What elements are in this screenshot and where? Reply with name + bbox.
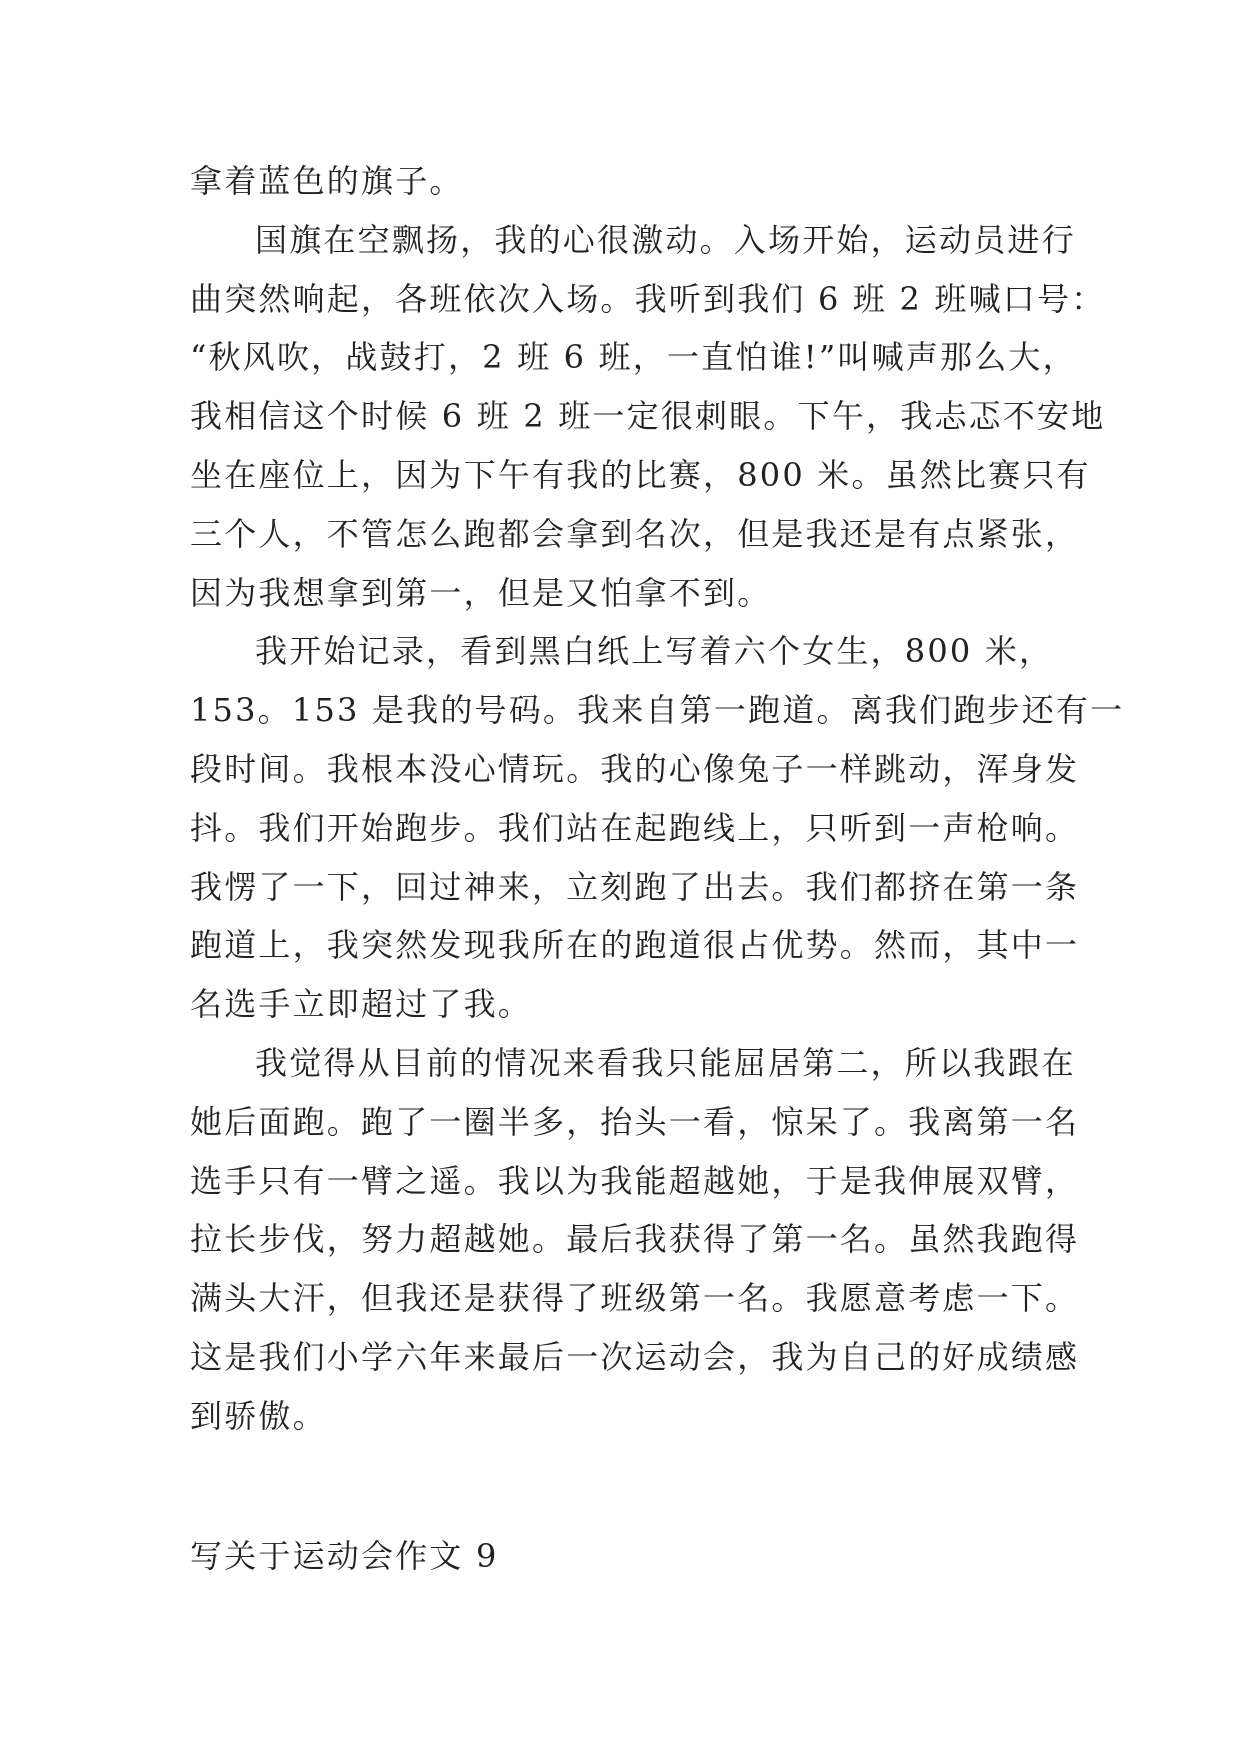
text-line: 因为我想拿到第一，但是又怕拿不到。: [190, 573, 772, 612]
section-heading: 写关于运动会作文 9: [190, 1537, 499, 1575]
text-line: 满头大汗，但我还是获得了班级第一名。我愿意考虑一下。: [190, 1279, 1080, 1318]
text-line: 到骄傲。: [190, 1396, 327, 1435]
document-body: [190, 152, 1125, 1446]
text-line: 拉长步伐，努力超越她。最后我获得了第一名。虽然我跑得: [190, 1220, 1080, 1259]
text-line: 三个人，不管怎么跑都会拿到名次，但是我还是有点紧张，: [190, 514, 1080, 553]
text-line: 国旗在空飘扬，我的心很激动。入场开始，运动员进行: [255, 220, 1076, 259]
text-line: 段时间。我根本没心情玩。我的心像兔子一样跳动，浑身发: [190, 749, 1080, 788]
text-line: 我开始记录，看到黑白纸上写着六个女生，800 米，: [255, 632, 1054, 671]
text-line: 153。153 是我的号码。我来自第一跑道。离我们跑步还有一: [190, 691, 1125, 730]
text-line: 我愣了一下，回过神来，立刻跑了出去。我们都挤在第一条: [190, 867, 1080, 906]
text-line: 坐在座位上，因为下午有我的比赛，800 米。虽然比赛只有: [190, 455, 1091, 494]
text-line: 她后面跑。跑了一圈半多，抬头一看，惊呆了。我离第一名: [190, 1102, 1080, 1141]
paragraph-4: [190, 1034, 1080, 1446]
text-line: 跑道上，我突然发现我所在的跑道很占优势。然而，其中一: [190, 926, 1080, 965]
text-line: 拿着蓝色的旗子。: [190, 162, 464, 200]
text-line: 曲突然响起，各班依次入场。我听到我们 6 班 2 班喊口号：: [190, 279, 1106, 318]
text-line: 抖。我们开始跑步。我们站在起跑线上，只听到一声枪响。: [190, 808, 1080, 847]
text-line: 选手只有一臂之遥。我以为我能超越她，于是我伸展双臂，: [190, 1161, 1080, 1200]
paragraph-1: [190, 152, 1070, 211]
paragraph-2: [190, 211, 1106, 623]
text-line: 这是我们小学六年来最后一次运动会，我为自己的好成绩感: [190, 1337, 1080, 1376]
text-line: 我相信这个时候 6 班 2 班一定很刺眼。下午，我忐忑不安地: [190, 397, 1106, 436]
text-line: “秋风吹，战鼓打，2 班 6 班，一直怕谁!”叫喊声那么大，: [190, 338, 1077, 377]
text-line: 名选手立即超过了我。: [190, 985, 533, 1024]
paragraph-3: [190, 622, 1125, 1034]
text-line: 我觉得从目前的情况来看我只能屈居第二，所以我跟在: [255, 1043, 1076, 1082]
